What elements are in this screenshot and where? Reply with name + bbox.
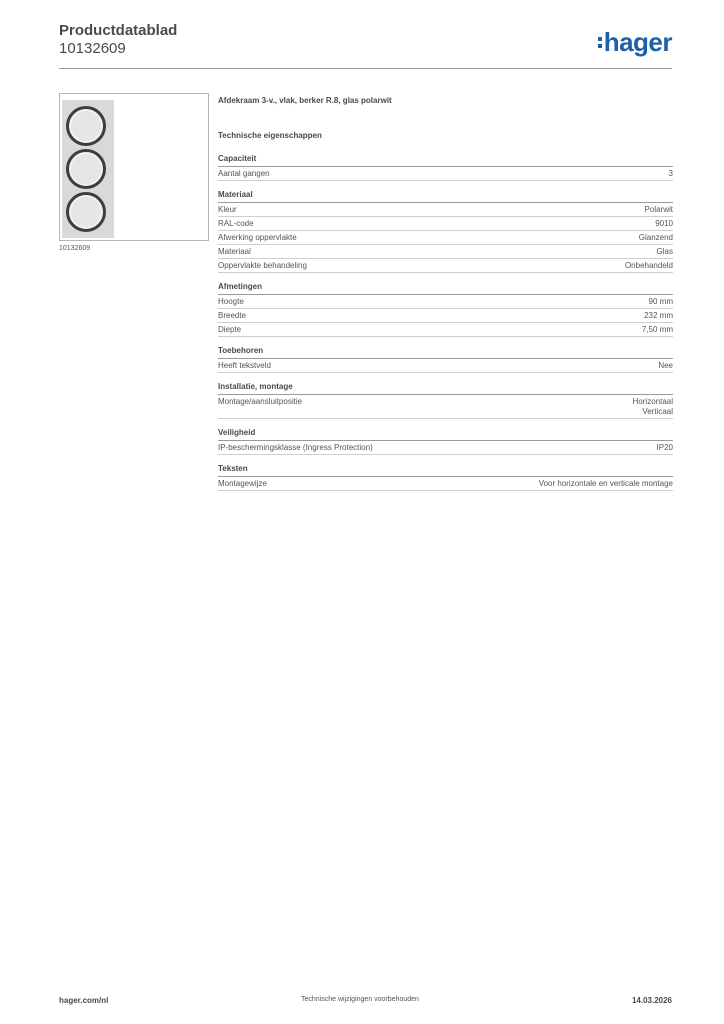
spec-value-line: Glanzend — [638, 233, 673, 242]
spec-row — [218, 259, 673, 273]
spec-label: Hoogte — [218, 297, 244, 306]
section-title: Materiaal — [218, 190, 673, 203]
spec-row — [218, 323, 673, 337]
spec-value-line: Verticaal — [642, 407, 673, 416]
spec-label: Aantal gangen — [218, 169, 270, 178]
spec-value-line: Polarwit — [644, 205, 673, 214]
spec-row — [218, 203, 673, 217]
spec-value — [633, 397, 673, 417]
spec-value-line: 3 — [668, 169, 673, 178]
document-number: 10132609 — [59, 40, 126, 57]
spec-value-line: Glas — [656, 247, 673, 256]
spec-value — [639, 233, 673, 243]
section-title: Installatie, montage — [218, 382, 673, 395]
spec-value — [657, 247, 673, 257]
spec-value-line: Horizontaal — [632, 397, 673, 406]
spec-value — [655, 219, 673, 229]
spec-row — [218, 359, 673, 373]
logo-text: hager — [603, 27, 672, 57]
spec-label: Heeft tekstveld — [218, 361, 271, 370]
footer-website-link[interactable]: hager.com/nl — [59, 996, 109, 1005]
spec-value — [625, 261, 673, 271]
spec-value-line: 90 mm — [648, 297, 673, 306]
section-title: Afmetingen — [218, 282, 673, 295]
product-title: Afdekraam 3-v., vlak, berker R.8, glas polarwit — [218, 96, 392, 105]
spec-value-line: 9010 — [655, 219, 673, 228]
socket-ring-icon — [66, 149, 106, 189]
spec-row — [218, 395, 673, 419]
spec-label: IP-beschermingsklasse (Ingress Protection) — [218, 443, 373, 452]
spec-value — [539, 479, 673, 489]
section-title: Veiligheid — [218, 428, 673, 441]
spec-section — [218, 190, 673, 273]
spec-value — [642, 325, 673, 335]
footer-date: 14.03.2026 — [631, 996, 672, 1005]
footer-disclaimer: Technische wijzigingen voorbehouden — [301, 996, 419, 1003]
spec-row — [218, 477, 673, 491]
spec-value-line: Voor horizontale en verticale montage — [538, 479, 673, 488]
image-caption: 10132609 — [59, 245, 91, 252]
spec-label: Kleur — [218, 205, 237, 214]
spec-label: Materiaal — [218, 247, 251, 256]
technical-properties-title: Technische eigenschappen — [218, 131, 322, 140]
spec-value-line: Nee — [658, 361, 673, 370]
document-title: Productdatablad — [59, 22, 178, 39]
spec-section — [218, 464, 673, 491]
product-image — [62, 100, 114, 238]
spec-value — [658, 361, 673, 371]
spec-value-line: IP20 — [656, 443, 673, 452]
spec-row — [218, 217, 673, 231]
logo-dots-icon — [598, 37, 602, 48]
hager-logo — [598, 27, 672, 58]
spec-value — [649, 297, 673, 307]
spec-row — [218, 295, 673, 309]
spec-label: Afwerking oppervlakte — [218, 233, 297, 242]
spec-label: Montage/aansluitpositie — [218, 397, 303, 406]
header-divider — [59, 68, 672, 69]
spec-content — [218, 96, 673, 500]
spec-value — [657, 443, 673, 453]
spec-label: RAL-code — [218, 219, 254, 228]
socket-ring-icon — [66, 192, 106, 232]
spec-section — [218, 428, 673, 455]
section-title: Toebehoren — [218, 346, 673, 359]
spec-value — [645, 205, 673, 215]
spec-label: Montagewijze — [218, 479, 267, 488]
spec-sections — [218, 154, 673, 491]
spec-row — [218, 245, 673, 259]
page-header — [59, 22, 177, 58]
spec-row — [218, 167, 673, 181]
spec-value — [669, 169, 673, 179]
spec-section — [218, 154, 673, 181]
spec-row — [218, 309, 673, 323]
spec-label: Oppervlakte behandeling — [218, 261, 307, 270]
section-title: Teksten — [218, 464, 673, 477]
spec-section — [218, 282, 673, 337]
section-title: Capaciteit — [218, 154, 673, 167]
spec-value-line: 232 mm — [644, 311, 673, 320]
spec-label: Breedte — [218, 311, 247, 320]
spec-row — [218, 441, 673, 455]
spec-section — [218, 382, 673, 419]
spec-value — [644, 311, 673, 321]
spec-value-line: 7,50 mm — [641, 325, 673, 334]
spec-section — [218, 346, 673, 373]
socket-ring-icon — [66, 106, 106, 146]
spec-row — [218, 231, 673, 245]
spec-value-line: Onbehandeld — [624, 261, 673, 270]
spec-label: Diepte — [218, 325, 242, 334]
